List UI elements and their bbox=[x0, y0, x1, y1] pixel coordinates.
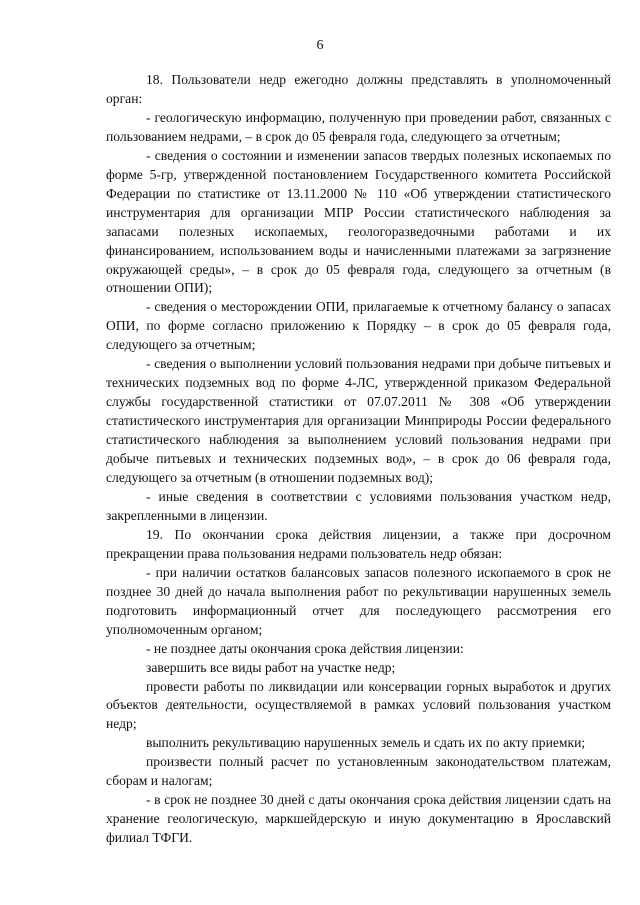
document-body bbox=[106, 71, 611, 848]
paragraph-payments: произвести полный расчет по установленным законодательством платежам, сборам и налогам; bbox=[106, 754, 611, 789]
paragraph-liquidation: провести работы по ликвидации или консервации горных выработок и других объектов деятельности, осуществляемой в рамках условий пользования участком недр; bbox=[106, 678, 611, 732]
paragraph-item-18-intro: 18. Пользователи недр ежегодно должны представлять в уполномоченный орган: bbox=[106, 72, 611, 106]
paragraph-complete-works: завершить все виды работ на участке недр; bbox=[146, 659, 396, 675]
paragraph-documentation-handover: - в срок не позднее 30 дней с даты окончания срока действия лицензии сдать на хранение геологическую, маркшейдерскую и иную документацию в Ярославский филиал ТФГИ. bbox=[106, 792, 611, 846]
paragraph-information-report: - при наличии остатков балансовых запасов полезного ископаемого в срок не позднее 30 дней до начала выполнения работ по рекультивации нарушенных земель подготовить информационный отчет для последующего рассмотрения его уполномоченным органом; bbox=[106, 564, 611, 637]
paragraph-other-info: - иные сведения в соответствии с условиями пользования участком недр, закрепленными в лицензии. bbox=[106, 488, 611, 523]
paragraph-reserves-form-5gr: - сведения о состоянии и изменении запасов твердых полезных ископаемых по форме 5-гр, утвержденной постановлением Государственного комитета Российской Федерации по статистике от 13.11.2000 № 110 «Об утверждении статистического инструментария для организации МПР России статистического наблюдения за запасами полезных ископаемых, геологоразведочными работами и их финансированием, использованием воды и начисленными платежами за загрязнение окружающей среды», – в срок до 05 февраля года, следующего за отчетным (в отношении ОПИ); bbox=[106, 147, 611, 296]
paragraph-groundwater-form-4ls: - сведения о выполнении условий пользования недрами при добыче питьевых и технических подземных вод по форме 4-ЛС, утвержденной приказом Федеральной службы государственной статистики от 07.07.2011 № 308 «Об утверждении статистического инструментария для организации Минприроды России федерального статистического наблюдения за выполнением условий пользования недрами при добыче питьевых и технических подземных вод», – в срок до 06 февраля года, следующего за отчетным (в отношении подземных вод); bbox=[106, 356, 611, 486]
paragraph-item-19-intro: 19. По окончании срока действия лицензии, а также при досрочном прекращении права пользования недрами пользователь недр обязан: bbox=[106, 526, 611, 561]
page-number: 6 bbox=[316, 38, 324, 53]
paragraph-recultivation: выполнить рекультивацию нарушенных земель и сдать их по акту приемки; bbox=[146, 735, 586, 751]
paragraph-deposit-info: - сведения о месторождении ОПИ, прилагаемые к отчетному балансу о запасах ОПИ, по форме согласно приложению к Порядку – в срок до 05 февраля года, следующего за отчетным; bbox=[106, 299, 611, 353]
paragraph-geological-info: - геологическую информацию, полученную при проведении работ, связанных с пользованием недрами, – в срок до 05 февраля года, следующего за отчетным; bbox=[106, 109, 611, 144]
paragraph-before-expiry: - не позднее даты окончания срока действия лицензии: bbox=[146, 640, 464, 656]
